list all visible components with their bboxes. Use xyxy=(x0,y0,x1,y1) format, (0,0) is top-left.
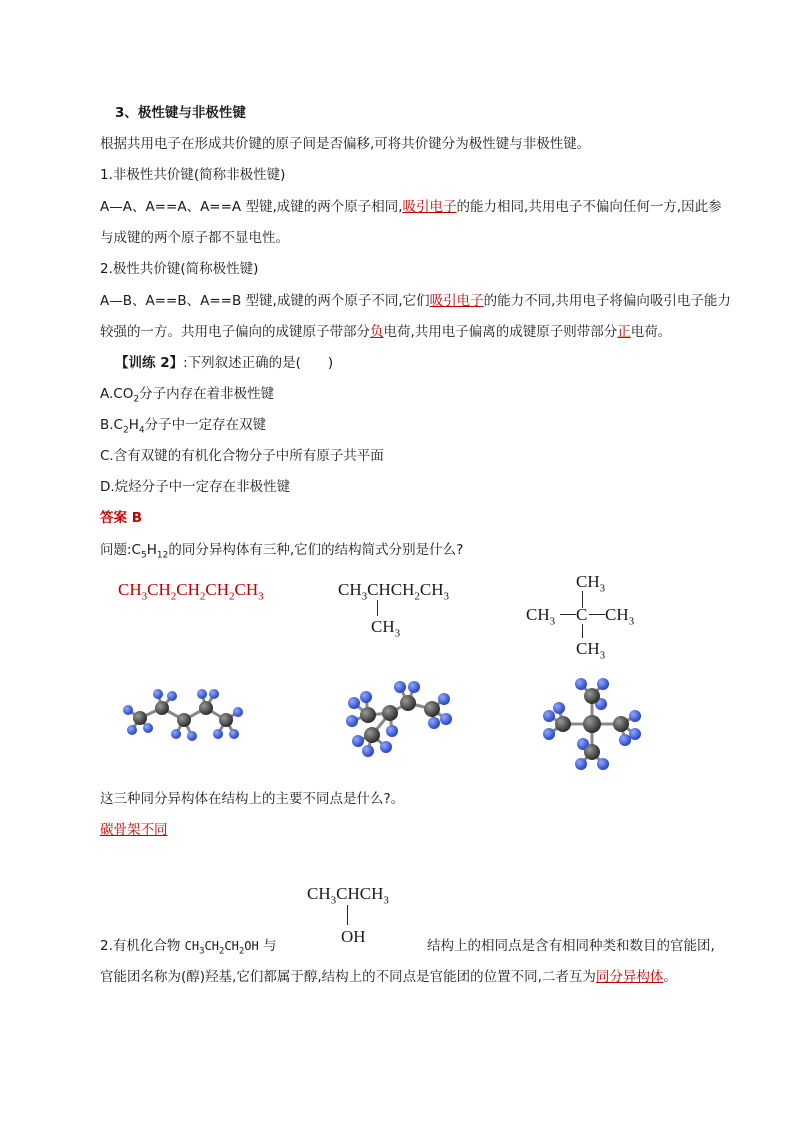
polar-text-b: 电荷,共用电子偏离的成键原子则带部分 xyxy=(383,324,618,340)
alcohol-line2-pre: 官能团名称为(醇)羟基,它们都属于醇,结构上的不同点是官能团的位置不同,二者互为 xyxy=(100,969,596,985)
alcohol-line1-right: 结构上的相同点是含有相同种类和数目的官能团, xyxy=(427,938,715,954)
difference-question: 这三种同分异构体在结构上的主要不同点是什么?。 xyxy=(100,791,405,807)
isomer-question-post: 的同分异构体有三种,它们的结构简式分别是什么? xyxy=(168,542,464,558)
option-b-sub2: 4 xyxy=(138,425,145,436)
nonpolar-text-pre: A—A、A==A、A==A 型键,成键的两个原子相同, xyxy=(100,199,403,215)
option-a-post: 分子内存在着非极性键 xyxy=(139,386,275,402)
n-pentane-formula: $CH_3CH_2CH_2CH_2CH_3$ xyxy=(118,580,264,603)
polar-key-term: 吸引电子 xyxy=(429,293,484,309)
neopentane-bond-left xyxy=(560,614,576,615)
polar-paragraph-line1 xyxy=(100,292,731,310)
polar-heading: 2.极性共价键(简称极性键) xyxy=(100,261,259,277)
neopentane-ball-stick-model xyxy=(535,672,650,777)
nonpolar-key-term: 吸引电子 xyxy=(402,199,457,215)
isopentane-ball-stick-model xyxy=(338,675,468,760)
option-a-sub: 2 xyxy=(133,394,140,405)
option-d[interactable]: D.烷烃分子中一定存在非极性键 xyxy=(100,479,291,495)
option-b-post: 分子中一定存在双键 xyxy=(144,417,267,433)
negative-charge-term: 负 xyxy=(370,324,384,340)
neopentane-left-group: $CH_3$ xyxy=(526,605,556,628)
isomer-question-pre: 问题:C xyxy=(100,542,141,558)
nonpolar-paragraph-line2: 与成键的两个原子都不显电性。 xyxy=(100,230,289,246)
alcohol-line1-pre: 2.有机化合物 xyxy=(100,938,185,954)
isopentane-formula-main: $CH_3CHCH_2CH_3$ xyxy=(338,580,449,603)
polar-paragraph-line2 xyxy=(100,323,671,341)
neopentane-bottom-group: $CH_3$ xyxy=(576,639,606,662)
neopentane-bond-right xyxy=(589,614,605,615)
neopentane-right-group: $CH_3$ xyxy=(605,605,635,628)
alcohol-line1-mid: 与 xyxy=(258,938,277,954)
alcohol-line2-end: 。 xyxy=(663,969,677,985)
isopentane-formula-branch: $CH_3$ xyxy=(371,617,401,640)
n-pentane-ball-stick-model xyxy=(118,680,248,750)
alcohol-line2 xyxy=(100,968,677,986)
option-c[interactable]: C.含有双键的有机化合物分子中所有原子共平面 xyxy=(100,448,384,464)
exercise-line xyxy=(115,354,333,372)
isomer-question-sub2: 12 xyxy=(156,550,169,561)
option-b-pre: B.C xyxy=(100,417,123,433)
polar-text-c: 电荷。 xyxy=(630,324,672,340)
isomer-question-mid: H xyxy=(146,542,157,558)
isopropanol-bond xyxy=(347,905,348,925)
propanol-formula: $CH_3CH_2CH_2OH$ xyxy=(184,939,259,957)
option-a[interactable] xyxy=(100,385,274,409)
alcohol-line1-left xyxy=(100,937,277,960)
neopentane-bond-bottom xyxy=(582,624,583,638)
isopentane-bond xyxy=(377,600,378,616)
section-title: 3、极性键与非极性键 xyxy=(115,105,246,121)
difference-answer: 碳骨架不同 xyxy=(100,822,168,838)
polar-text-post: 的能力不同,共用电子将偏向吸引电子能力 xyxy=(483,293,731,309)
exercise-question: :下列叙述正确的是( ) xyxy=(183,355,334,371)
nonpolar-heading: 1.非极性共价键(简称非极性键) xyxy=(100,167,286,183)
answer-text: 答案 B xyxy=(100,510,142,526)
isopropanol-formula-top: $CH_3CHCH_3$ xyxy=(307,884,389,907)
neopentane-center-carbon: C xyxy=(576,605,588,624)
option-b[interactable] xyxy=(100,416,266,440)
isopropanol-hydroxyl: OH xyxy=(341,927,366,946)
option-b-mid: H xyxy=(128,417,139,433)
positive-charge-term: 正 xyxy=(617,324,631,340)
nonpolar-paragraph-line1 xyxy=(100,198,722,216)
polar-text-pre: A—B、A==B、A==B 型键,成键的两个原子不同,它们 xyxy=(100,293,430,309)
isomer-question xyxy=(100,541,463,565)
nonpolar-text-post: 的能力相同,共用电子不偏向任何一方,因此参 xyxy=(456,199,722,215)
neopentane-top-group: $CH_3$ xyxy=(576,572,606,595)
intro-paragraph: 根据共用电子在形成共价键的原子间是否偏移,可将共价键分为极性键与非极性键。 xyxy=(100,136,591,152)
option-b-sub1: 2 xyxy=(122,425,129,436)
exercise-label: 【训练 2】 xyxy=(115,355,184,371)
isomer-question-sub1: 5 xyxy=(140,550,147,561)
polar-text-a: 较强的一方。共用电子偏向的成键原子带部分 xyxy=(100,324,370,340)
option-a-pre: A.CO xyxy=(100,386,134,402)
isomer-key-term: 同分异构体 xyxy=(595,969,664,985)
